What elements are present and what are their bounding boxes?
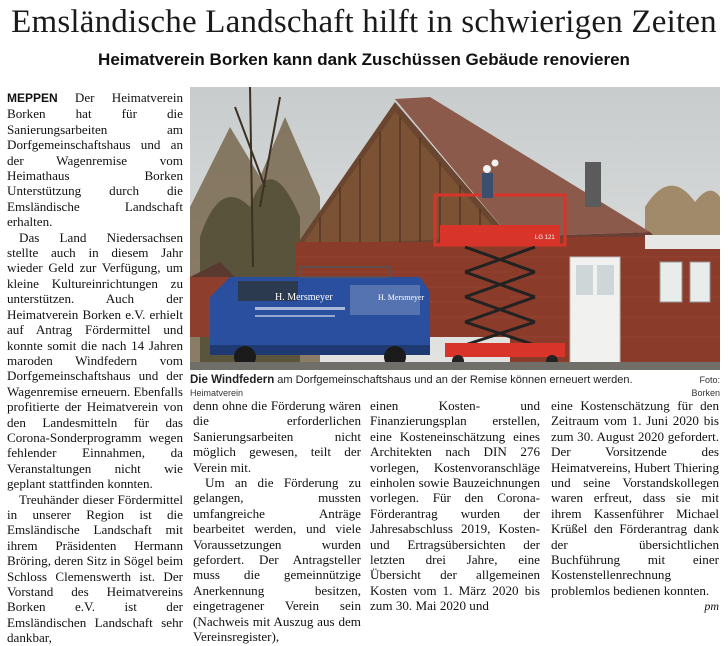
lift-label: LG 121 bbox=[535, 235, 555, 241]
van-brand-rear: H. Mersmeyer bbox=[378, 293, 425, 302]
article-column-2 bbox=[193, 398, 361, 645]
paragraph-3-continued: denn ohne die Förderung wären die erforderlichen Sanierungsarbeiten nicht möglich gewesen, teilt der Verein mit. bbox=[193, 398, 361, 475]
article-column-1 bbox=[7, 90, 183, 646]
article-column-4 bbox=[551, 398, 719, 615]
paragraph-4-end: eine Kostenschätzung für den Zeitraum vom 1. Juni 2020 bis zum 30. August 2020 gefordert. Der Vorsitzende des Heimatvereins, Hubert Thiering und seine Vorstandskollegen waren erfreut, dass sie mit ihrem Kassenführer Michael Krüßel den Förderantrag dank der übersichtlichen Buchführung mit einer Kostenstellenrechnung problemlos bedienen konnten. bbox=[551, 398, 719, 598]
headline: Emsländische Landschaft hilft in schwierigen Zeiten bbox=[11, 4, 717, 40]
paragraph-1 bbox=[7, 90, 183, 230]
dateline: MEPPEN bbox=[7, 91, 58, 105]
article-photo bbox=[190, 87, 720, 370]
paragraph-4-continued: einen Kosten- und Finanzierungsplan erstellen, eine Kosteneinschätzung eines Architekten nach DIN 276 vorlegen, Kostenvoranschläge einholen sowie Bauzeichnungen vorlegen. Für den Corona-Förderantrag wurden der Jahresabschluss 2019, Kosten- und Ertragsübersichten der letzten drei Jahre, eine Übersicht der allgemeinen Kosten vom 1. März 2020 bis zum 30. Mai 2020 und bbox=[370, 398, 540, 614]
author-initials: pm bbox=[704, 599, 719, 614]
van-brand-side: H. Mersmeyer bbox=[275, 292, 333, 303]
article-column-3 bbox=[370, 398, 540, 614]
paragraph-1-text: Der Heimatverein Borken hat für die Sanierungsarbeiten am Dorfgemeinschaftshaus und an der Wagenremise vom Heimathaus Borken Unterstützung durch die Emsländische Landschaft erhalten. bbox=[7, 90, 183, 230]
caption-text: am Dorfgemeinschaftshaus und an der Remise können erneuert werden. bbox=[274, 374, 633, 386]
photo-caption bbox=[190, 374, 720, 400]
van bbox=[210, 267, 430, 368]
photo-credit-place: Borken bbox=[691, 388, 720, 398]
photo-credit-label: Foto: bbox=[699, 375, 720, 385]
paragraph-3: Treuhänder dieser Fördermittel in unserer Region ist die Emsländische Landschaft mit ihrem Präsidenten Hermann Bröring, deren Sitz in Sögel beim Schloss Clemenswerth ist. Der Vorstand des Heimatvereins Borken e.V. ist der Emsländischen Landschaft sehr dankbar, bbox=[7, 491, 184, 646]
photo-credit-org: Heimatverein bbox=[190, 388, 244, 398]
paragraph-2: Das Land Niedersachsen stellte auch in diesem Jahr wieder Geld zur Verfügung, um kleine Kultureinrichtungen zu unterstützen. Auch der Heimatverein Borken e.V. erhielt auf Antrag Fördermittel und konnte somit die nach 14 Jahren maroden Windfedern vom Dorfgemeinschaftshaus und der Wagenremise erneuern. Ebenfalls profitierte der Heimatverein von den Landesmitteln für das Corona-Sonderprogramm wegen fehlender Einnahmen, da Veranstaltungen nicht wie geplant stattfinden konnten. bbox=[7, 229, 183, 492]
subheadline: Heimatverein Borken kann dank Zuschüssen Gebäude renovieren bbox=[98, 50, 630, 69]
paragraph-4: Um an die Förderung zu gelangen, mussten umfangreiche Anträge bearbeitet werden, und viele Voraussetzungen wurden gefordert. Der Antragsteller muss die gemeinnützige Anerkennung besitzen, eingetragener Verein sein (Nachweis mit Auszug aus dem Vereinsregister), bbox=[193, 475, 361, 645]
photo-illustration bbox=[190, 87, 720, 370]
caption-lead: Die Windfedern bbox=[190, 374, 275, 386]
